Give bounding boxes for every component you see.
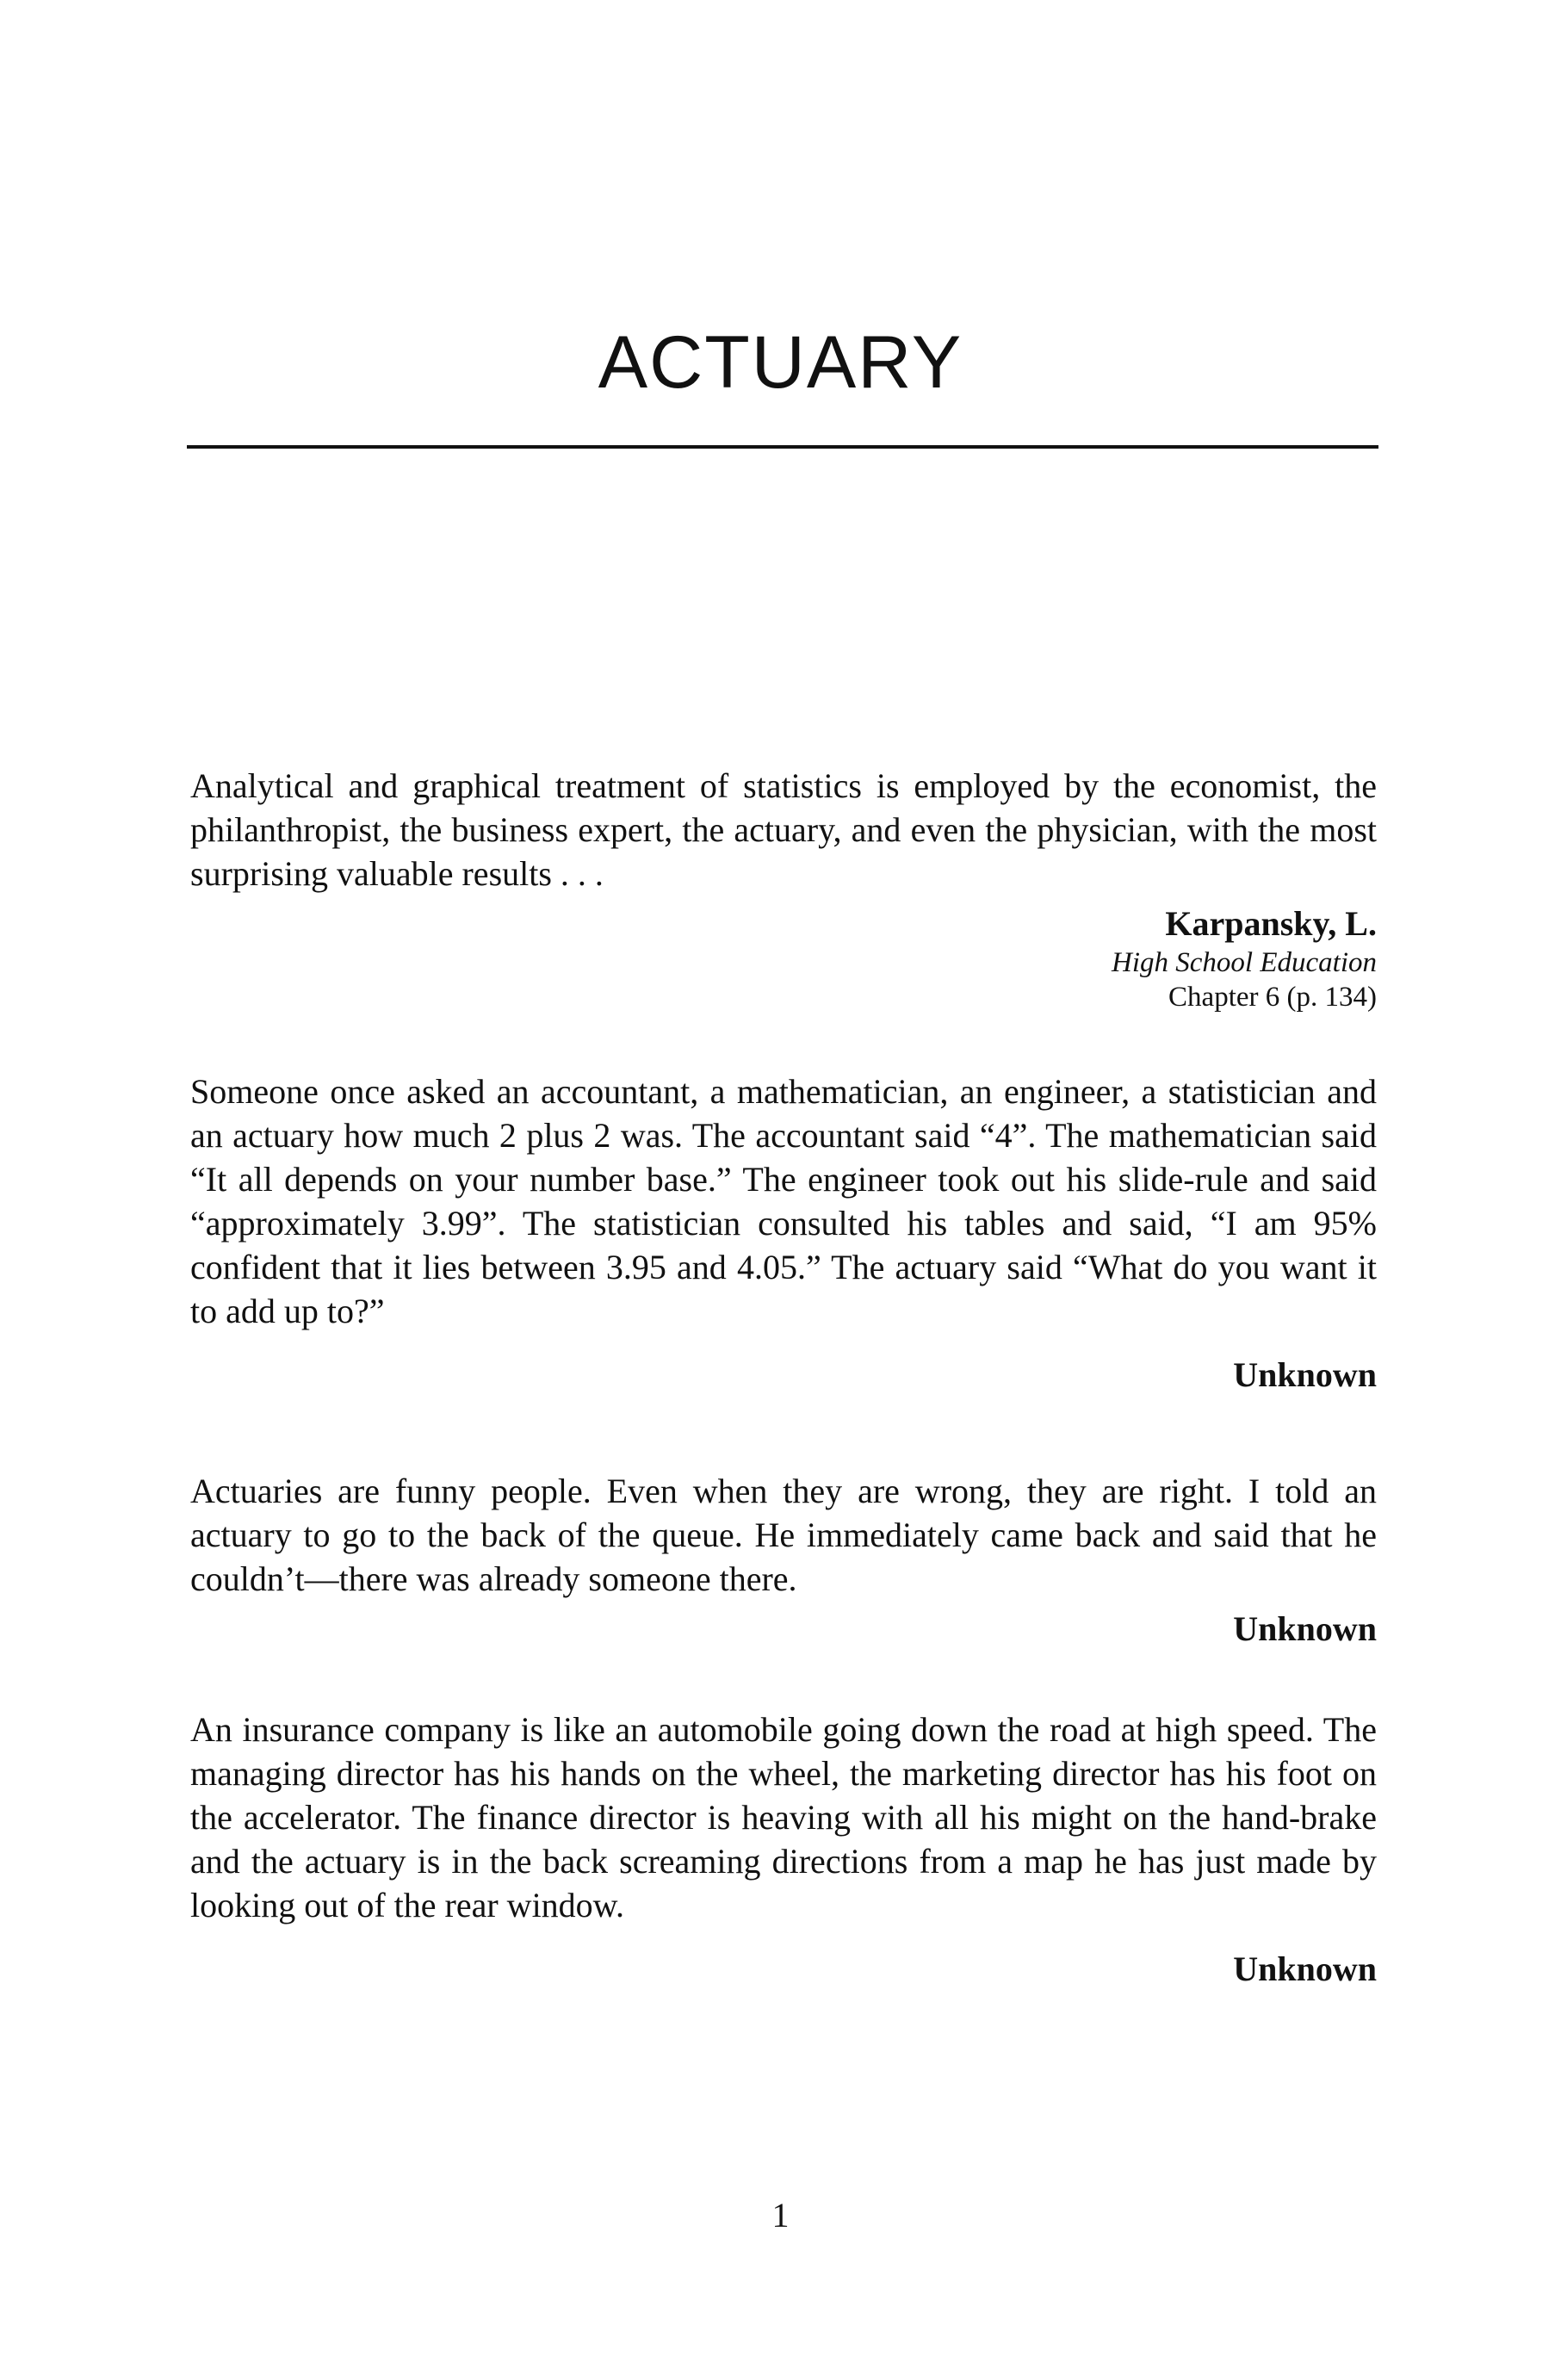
attribution [190,1354,1377,1397]
attribution [190,1948,1377,1991]
quotation-entry [190,1708,1377,1991]
attribution [190,1608,1377,1651]
quotation-entry [190,764,1377,1014]
quotation-location: Chapter 6 (p. 134) [1168,982,1377,1013]
quotation-text: An insurance company is like an automobile going down the road at high speed. The managing director has his hands on the wheel, the marketing director has his foot on the accelerator. The finance director is heaving with all his might on the hand-brake and the actuary is in the back screaming directions from a map he has just made by looking out of the rear window. [190,1710,1377,1924]
chapter-title: ACTUARY [598,321,963,404]
attribution [190,902,1377,1014]
quotation-author: Karpansky, L. [1165,904,1377,943]
quotation-text: Analytical and graphical treatment of statistics is employed by the economist, the philanthropist, the business expert, the actuary, and even the physician, with the most surprising valuable results . . . [190,766,1377,893]
title-rule [187,445,1378,449]
quotation-entry [190,1469,1377,1651]
quotation-text: Someone once asked an accountant, a mathematician, an engineer, a statistician and an actuary how much 2 plus 2 was. The accountant said “4”. The mathematician said “It all depends on your number base.” The engineer took out his slide-rule and said “approximately 3.99”. The statistician consulted his tables and said, “I am 95% confident that it lies between 3.95 and 4.05.” The actuary said “What do you want it to add up to?” [190,1072,1377,1330]
quotation-author: Unknown [1233,1609,1377,1648]
quotation-text: Actuaries are funny people. Even when they are wrong, they are right. I told an actuary to go to the back of the queue. He immediately came back and said that he couldn’t—there was already someone there. [190,1472,1377,1598]
quotation-author: Unknown [1233,1949,1377,1988]
quotation-author: Unknown [1233,1355,1377,1394]
page-number: 1 [771,2196,790,2234]
quotation-entry [190,1069,1377,1397]
quotation-source: High School Education [1112,947,1377,978]
